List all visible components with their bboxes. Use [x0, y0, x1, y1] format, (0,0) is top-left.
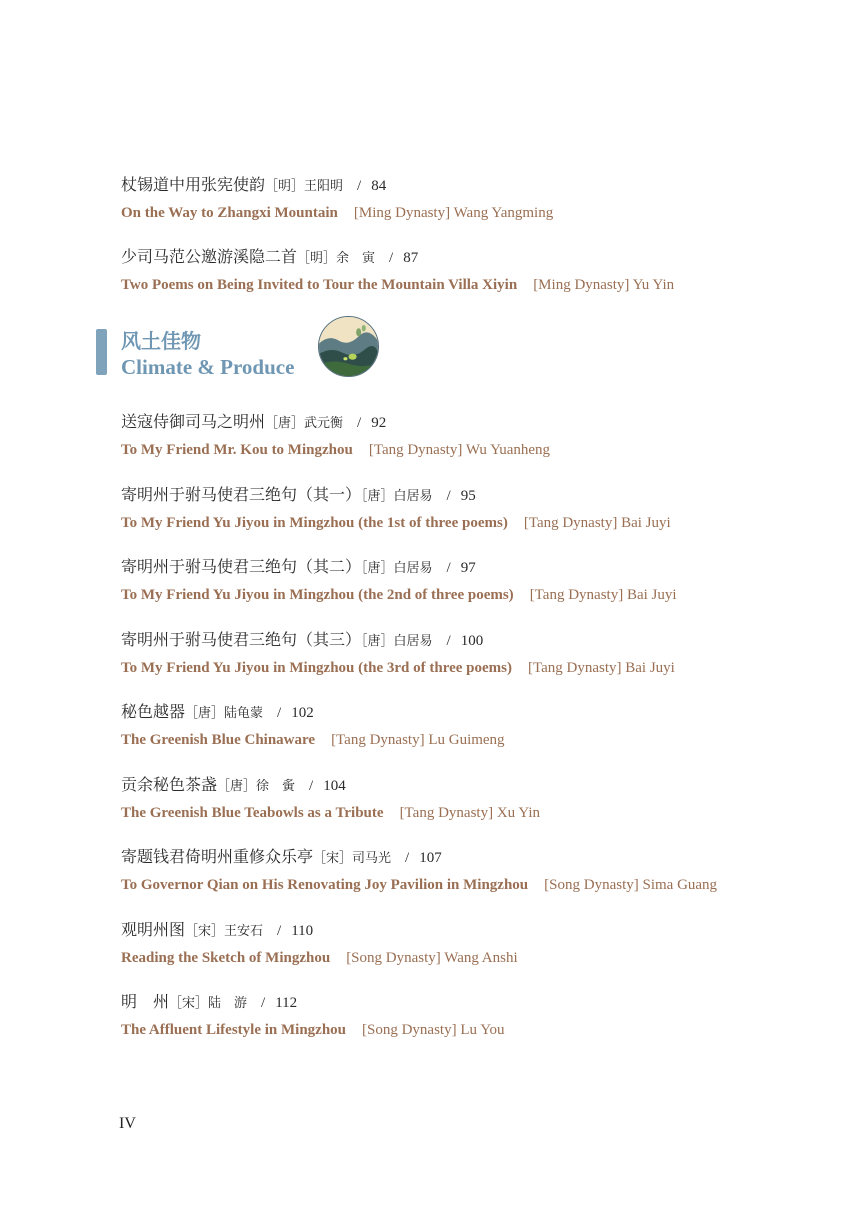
toc-entry[interactable]: [121, 992, 505, 1039]
entry-separator: /: [309, 778, 314, 794]
entry-dynasty: ［唐］: [265, 416, 305, 431]
entry-credit-en: [Tang Dynasty] Xu Yin: [399, 805, 541, 821]
entry-title-zh: 贡余秘色茶盏: [121, 775, 218, 794]
entry-author: 陆龟蒙: [224, 706, 264, 721]
section-title-zh: 风土佳物: [121, 329, 201, 353]
entry-title-zh: 送寇侍御司马之明州: [121, 412, 266, 431]
entry-title-en: The Greenish Blue Teabowls as a Tribute: [121, 805, 384, 821]
entry-dynasty: ［唐］: [361, 634, 394, 649]
toc-entry[interactable]: [121, 920, 518, 967]
toc-entry[interactable]: [121, 847, 717, 894]
entry-author: 王阳明: [304, 179, 344, 194]
entry-title-en: To My Friend Yu Jiyou in Mingzhou (the 3rd of three poems): [121, 660, 512, 676]
landscape-emblem-icon: [318, 316, 379, 377]
entry-credit-en: [Tang Dynasty] Bai Juyi: [523, 515, 671, 531]
entry-separator: /: [277, 705, 282, 721]
entry-author: 司马光: [352, 851, 392, 866]
entry-page-number: 87: [403, 250, 419, 266]
entry-page-number: 100: [460, 633, 484, 649]
entry-title-en: To My Friend Yu Jiyou in Mingzhou (the 2nd of three poems): [121, 587, 514, 603]
entry-separator: /: [261, 995, 266, 1011]
entry-separator: /: [357, 415, 362, 431]
entry-credit-en: [Tang Dynasty] Bai Juyi: [529, 587, 677, 603]
entry-page-number: 84: [371, 178, 387, 194]
entry-page-number: 97: [460, 560, 476, 576]
entry-page-number: 104: [323, 778, 346, 794]
entry-title-zh: 少司马范公邀游溪隐二首: [121, 247, 298, 266]
toc-entry[interactable]: [121, 702, 505, 749]
entry-separator: /: [446, 488, 451, 504]
entry-author: 白居易: [393, 561, 433, 576]
entry-title-zh: 杖锡道中用张宪使韵: [121, 175, 266, 194]
entry-title-zh: 寄明州于驸马使君三绝句（其二）: [121, 557, 362, 576]
entry-credit-en: [Tang Dynasty] Bai Juyi: [528, 660, 675, 676]
entry-title-en: On the Way to Zhangxi Mountain: [121, 205, 338, 221]
entry-dynasty: ［唐］: [217, 779, 257, 794]
entry-credit-en: [Song Dynasty] Lu You: [362, 1022, 505, 1038]
toc-entry[interactable]: [121, 557, 677, 604]
page-folio: IV: [119, 1115, 136, 1132]
entry-separator: /: [446, 633, 451, 649]
entry-title-en: The Affluent Lifestyle in Mingzhou: [121, 1022, 347, 1038]
entry-dynasty: ［唐］: [361, 561, 394, 576]
entry-author: 武元衡: [304, 416, 344, 431]
toc-entry[interactable]: [121, 485, 671, 532]
entry-dynasty: ［明］: [265, 179, 305, 194]
entry-author: 余 寅: [336, 251, 376, 266]
entry-page-number: 92: [371, 415, 387, 431]
entry-credit-en: [Ming Dynasty] Wang Yangming: [353, 205, 554, 221]
entry-author: 白居易: [393, 634, 433, 649]
entry-title-en: Reading the Sketch of Mingzhou: [121, 950, 331, 966]
entry-title-en: Two Poems on Being Invited to Tour the Mountain Villa Xiyin: [121, 277, 518, 293]
entry-author: 陆 游: [208, 996, 248, 1011]
toc-entry[interactable]: [121, 175, 553, 222]
entry-separator: /: [277, 923, 282, 939]
toc-entry[interactable]: [121, 412, 550, 459]
entry-credit-en: [Tang Dynasty] Lu Guimeng: [331, 732, 505, 748]
entry-title-en: To Governor Qian on His Renovating Joy Pavilion in Mingzhou: [121, 877, 529, 893]
entry-separator: /: [389, 250, 394, 266]
entry-title-zh: 明 州: [121, 992, 170, 1011]
entry-title-zh: 寄题钱君倚明州重修众乐亭: [121, 847, 314, 866]
entry-dynasty: ［唐］: [185, 706, 225, 721]
entry-page-number: 110: [291, 923, 314, 939]
entry-credit-en: [Song Dynasty] Sima Guang: [544, 877, 718, 893]
entry-dynasty: ［宋］: [185, 924, 225, 939]
entry-page-number: 112: [275, 995, 298, 1011]
entry-title-en: The Greenish Blue Chinaware: [121, 732, 316, 748]
entry-author: 王安石: [224, 924, 264, 939]
entry-page-number: 102: [291, 705, 314, 721]
entry-title-en: To My Friend Mr. Kou to Mingzhou: [121, 442, 353, 458]
toc-entry[interactable]: [121, 775, 540, 822]
entry-separator: /: [446, 560, 451, 576]
entry-dynasty: ［明］: [297, 251, 337, 266]
entry-title-zh: 观明州图: [121, 920, 186, 939]
entry-author: 徐 夤: [256, 779, 296, 794]
entry-dynasty: ［宋］: [313, 851, 353, 866]
toc-entry[interactable]: [121, 630, 675, 677]
entry-author: 白居易: [393, 489, 433, 504]
entry-page-number: 95: [460, 488, 476, 504]
entry-title-zh: 寄明州于驸马使君三绝句（其三）: [121, 630, 362, 649]
entry-title-en: To My Friend Yu Jiyou in Mingzhou (the 1st of three poems): [121, 515, 508, 531]
entry-separator: /: [405, 850, 410, 866]
entry-dynasty: ［宋］: [169, 996, 209, 1011]
section-marker-bar: [96, 329, 107, 375]
section-title-en: Climate & Produce: [121, 355, 295, 379]
entry-page-number: 107: [419, 850, 442, 866]
entry-dynasty: ［唐］: [361, 489, 394, 504]
entry-title-zh: 秘色越器: [121, 702, 186, 721]
entry-title-zh: 寄明州于驸马使君三绝句（其一）: [121, 485, 362, 504]
toc-entry[interactable]: [121, 247, 674, 294]
entry-credit-en: [Ming Dynasty] Yu Yin: [533, 277, 675, 293]
entry-separator: /: [357, 178, 362, 194]
entry-credit-en: [Song Dynasty] Wang Anshi: [346, 950, 518, 966]
entry-credit-en: [Tang Dynasty] Wu Yuanheng: [368, 442, 551, 458]
